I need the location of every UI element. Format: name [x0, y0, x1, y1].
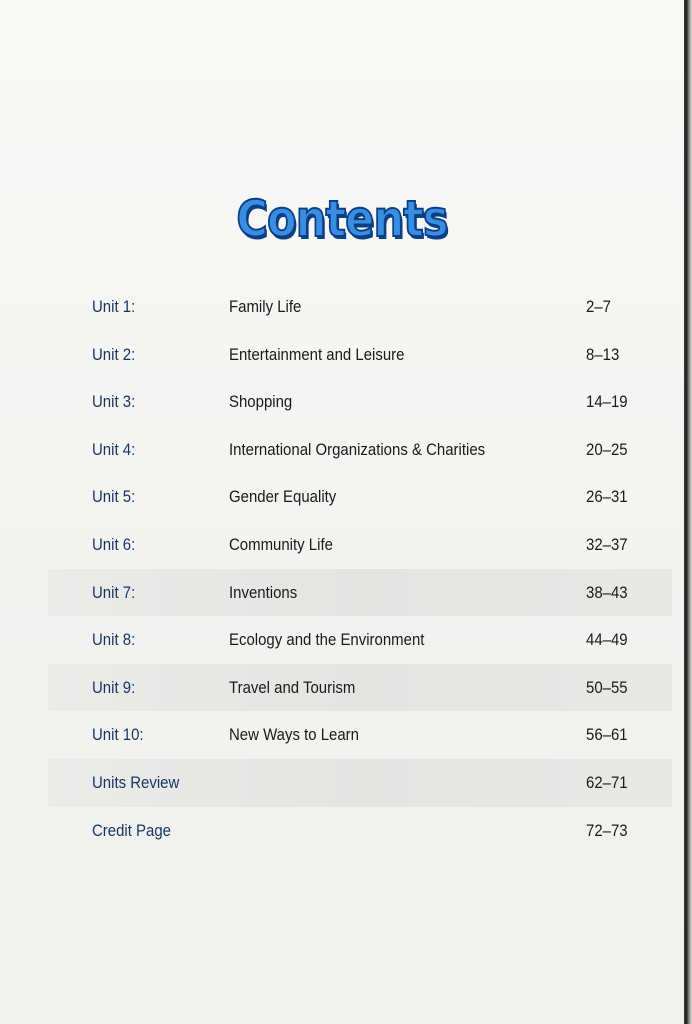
toc-unit: Unit 4:: [92, 439, 136, 459]
toc-row: [48, 283, 672, 331]
toc-topic: Travel and Tourism: [229, 677, 356, 697]
toc-pages: 44–49: [586, 630, 628, 650]
toc-unit: Unit 7:: [92, 582, 136, 602]
page-title: Contents: [236, 190, 448, 248]
toc-row: [48, 378, 672, 426]
toc-row: [48, 664, 672, 712]
toc-row: [48, 569, 672, 617]
toc-pages: 32–37: [586, 534, 628, 554]
toc-unit: Unit 1:: [92, 297, 136, 316]
toc-topic: Ecology and the Environment: [229, 630, 425, 650]
toc-unit: Unit 6:: [92, 534, 136, 554]
toc-topic: Community Life: [229, 534, 333, 554]
toc-unit: Unit 9:: [92, 677, 136, 697]
toc-pages: 14–19: [586, 392, 628, 412]
toc-topic: Gender Equality: [229, 487, 337, 507]
toc-topic: International Organizations & Charities: [229, 439, 486, 459]
toc-pages: 20–25: [586, 439, 628, 459]
toc-topic: Entertainment and Leisure: [229, 344, 405, 364]
page-edge: [684, 0, 692, 1024]
toc-unit: Unit 3:: [92, 392, 136, 412]
toc-unit: Units Review: [92, 772, 180, 792]
toc-row: [48, 759, 672, 807]
toc-row: [48, 331, 672, 379]
toc-row: [48, 807, 672, 855]
toc-pages: 72–73: [586, 820, 628, 840]
toc-unit: Unit 2:: [92, 344, 136, 364]
toc-pages: 56–61: [586, 725, 628, 745]
toc-row: [48, 473, 672, 521]
toc-pages: 26–31: [586, 487, 628, 507]
toc-row: [48, 521, 672, 569]
toc-topic: Family Life: [229, 297, 302, 316]
toc-pages: 8–13: [586, 344, 620, 364]
toc-topic: Inventions: [229, 582, 298, 602]
toc-pages: 50–55: [586, 677, 628, 697]
toc-unit: Unit 5:: [92, 487, 136, 507]
toc-unit: Credit Page: [92, 820, 172, 840]
toc-pages: 38–43: [586, 582, 628, 602]
toc-unit: Unit 10:: [92, 725, 144, 745]
toc-pages: 2–7: [586, 297, 611, 316]
toc-pages: 62–71: [586, 772, 628, 792]
toc-row: [48, 711, 672, 759]
toc-topic: Shopping: [229, 392, 293, 412]
contents-table: [48, 283, 672, 854]
toc-unit: Unit 8:: [92, 630, 136, 650]
toc-topic: New Ways to Learn: [229, 725, 359, 745]
toc-row: [48, 426, 672, 474]
toc-row: [48, 616, 672, 664]
